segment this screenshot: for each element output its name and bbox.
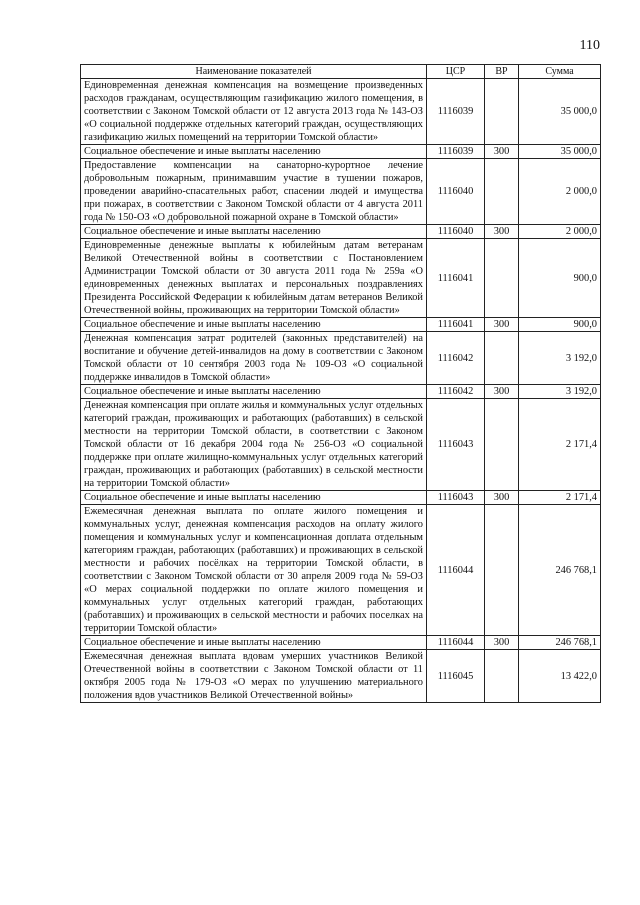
table-row (81, 159, 601, 225)
row-csr: 1116039 (427, 79, 485, 145)
row-vr (485, 159, 519, 225)
row-sum: 900,0 (519, 239, 601, 318)
row-name: Социальное обеспечение и иные выплаты населению (81, 491, 427, 505)
table-row (81, 399, 601, 491)
row-sum: 2 000,0 (519, 225, 601, 239)
row-csr: 1116040 (427, 225, 485, 239)
row-csr: 1116044 (427, 636, 485, 650)
budget-table (80, 64, 601, 703)
row-csr: 1116043 (427, 491, 485, 505)
row-sum: 35 000,0 (519, 79, 601, 145)
row-name: Ежемесячная денежная выплата вдовам умерших участников Великой Отечественной войны в соответствии с Законом Томской области от 11 октября 2005 года № 179-ОЗ «О мерах по улучшению материального положения вдов участников Великой Отечественной войны» (81, 650, 427, 703)
table-row (81, 332, 601, 385)
header-sum: Сумма (519, 65, 601, 79)
row-name: Единовременные денежные выплаты к юбилейным датам ветеранам Великой Отечественной войны в соответствии с Постановлением Администрации Томской области от 30 августа 2011 года № 259а «О единовременных денежных выплатах и персональных поздравлениях Президента Российской Федерации к юбилейным датам ветеранов Великой Отечественной войны, проживающих на территории Томской области» (81, 239, 427, 318)
row-vr: 300 (485, 318, 519, 332)
header-vr: ВР (485, 65, 519, 79)
row-sum: 2 171,4 (519, 399, 601, 491)
row-sum: 3 192,0 (519, 385, 601, 399)
row-sum: 246 768,1 (519, 505, 601, 636)
row-sum: 2 000,0 (519, 159, 601, 225)
row-name: Социальное обеспечение и иные выплаты населению (81, 318, 427, 332)
row-vr: 300 (485, 636, 519, 650)
row-sum: 13 422,0 (519, 650, 601, 703)
table-row (81, 239, 601, 318)
header-csr: ЦСР (427, 65, 485, 79)
table-row (81, 385, 601, 399)
table-row (81, 318, 601, 332)
row-sum: 900,0 (519, 318, 601, 332)
row-name: Денежная компенсация при оплате жилья и коммунальных услуг отдельных категорий граждан, проживающих и работающих (работавших) в сельской местности на территории Томской области, в соответствии с Законом Томской области от 16 декабря 2004 года № 256-ОЗ «О социальной поддержке при оплате жилищно-коммунальных услуг отдельных категорий граждан, проживающих и работающих (работавших) в сельской местности на территории Томской области» (81, 399, 427, 491)
table-row (81, 491, 601, 505)
row-vr: 300 (485, 491, 519, 505)
row-vr (485, 399, 519, 491)
row-vr (485, 505, 519, 636)
row-vr (485, 650, 519, 703)
row-vr: 300 (485, 145, 519, 159)
table-row (81, 636, 601, 650)
row-sum: 2 171,4 (519, 491, 601, 505)
table-row (81, 145, 601, 159)
header-name: Наименование показателей (81, 65, 427, 79)
row-csr: 1116043 (427, 399, 485, 491)
row-sum: 3 192,0 (519, 332, 601, 385)
table-row (81, 650, 601, 703)
row-name: Социальное обеспечение и иные выплаты населению (81, 636, 427, 650)
row-csr: 1116041 (427, 318, 485, 332)
row-csr: 1116040 (427, 159, 485, 225)
row-name: Предоставление компенсации на санаторно-курортное лечение добровольным пожарным, принимавшим участие в тушении пожаров, проведении аварийно-спасательных работ, спасении людей и имущества при пожарах, в соответствии с Законом Томской области от 4 августа 2011 года № 150-ОЗ «О добровольной пожарной охране в Томской области» (81, 159, 427, 225)
row-csr: 1116045 (427, 650, 485, 703)
row-sum: 35 000,0 (519, 145, 601, 159)
row-name: Социальное обеспечение и иные выплаты населению (81, 225, 427, 239)
table-header-row (81, 65, 601, 79)
table-row (81, 79, 601, 145)
row-name: Ежемесячная денежная выплата по оплате жилого помещения и коммунальных услуг, денежная компенсация расходов на оплату жилого помещения и коммунальных услуг и компенсационная доплата отдельным категориям граждан, работающих (работавших) и проживающих в сельской местности и рабочих посёлках на территории Томской области, в соответствии с Законом Томской области от 30 апреля 2009 года № 59-ОЗ «О мерах социальной поддержки по оплате жилого помещения и коммунальных услуг отдельных категорий граждан, работающих (работавших) и проживающих в сельской местности и рабочих поселках на территории Томской области» (81, 505, 427, 636)
row-csr: 1116042 (427, 332, 485, 385)
row-name: Денежная компенсация затрат родителей (законных представителей) на воспитание и обучение детей-инвалидов на дому в соответствии с Законом Томской области от 10 сентября 2003 года № 109-ОЗ «О социальной поддержке инвалидов в Томской области» (81, 332, 427, 385)
row-name: Единовременная денежная компенсация на возмещение произведенных расходов гражданам, осуществляющим газификацию жилого помещения, в соответствии с Законом Томской области от 12 августа 2013 года № 143-ОЗ «О социальной поддержке отдельных категорий граждан, осуществляющих газификацию жилых помещений на территории Томской области» (81, 79, 427, 145)
table-row (81, 225, 601, 239)
page-number: 110 (579, 38, 600, 53)
row-csr: 1116039 (427, 145, 485, 159)
row-name: Социальное обеспечение и иные выплаты населению (81, 385, 427, 399)
row-csr: 1116042 (427, 385, 485, 399)
row-vr: 300 (485, 225, 519, 239)
row-vr (485, 239, 519, 318)
table-row (81, 505, 601, 636)
row-csr: 1116044 (427, 505, 485, 636)
row-csr: 1116041 (427, 239, 485, 318)
row-vr (485, 332, 519, 385)
row-vr (485, 79, 519, 145)
row-sum: 246 768,1 (519, 636, 601, 650)
row-name: Социальное обеспечение и иные выплаты населению (81, 145, 427, 159)
row-vr: 300 (485, 385, 519, 399)
